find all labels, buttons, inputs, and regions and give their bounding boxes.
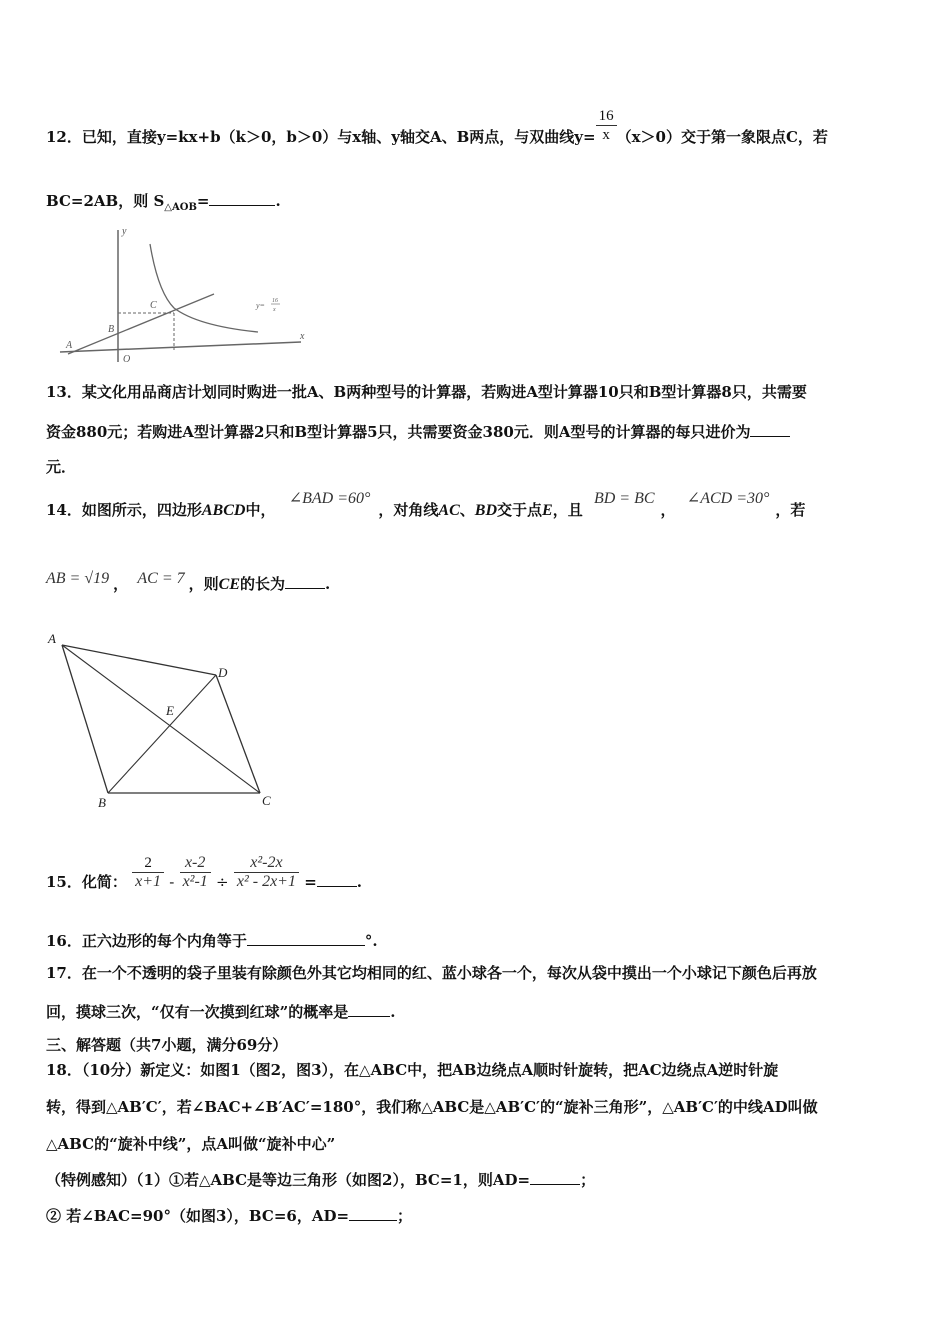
- q12-fraction: [596, 107, 617, 144]
- q16-line: [46, 929, 910, 951]
- q14-m-bd: BD: [474, 502, 498, 519]
- q14-p6: ，且: [552, 501, 583, 519]
- q12-fig-curve-label: y=: [256, 301, 265, 310]
- q12-text-a: 12．已知，直接y=kx+b（k＞0，b＞0）与x轴、y轴交A、B两点，与双曲线y=: [46, 128, 596, 146]
- q12-text-b: （x＞0）交于第一象限点C，若: [616, 128, 828, 146]
- q18-line2: 转，得到△AB′C′，若∠BAC+∠B′AC′=180°，我们称△ABC是△AB′C′的“旋补三角形”，△AB′C′的中线AD叫做: [46, 1098, 818, 1116]
- q14-figure: [40, 625, 290, 815]
- q18-line4-text: （特例感知）（1）①若△ABC是等边三角形（如图2），BC=1，则AD=: [46, 1171, 531, 1189]
- q12-line2: [46, 189, 910, 218]
- q14-m-e: E: [542, 502, 553, 519]
- q15-answer-blank: [317, 870, 357, 887]
- q14-m-bad: ∠BAD =60°: [288, 490, 371, 507]
- q14-m-ab: AB = √19: [46, 570, 110, 587]
- q12-fig-label-c: C: [150, 300, 157, 311]
- q13-line1: 13．某文化用品商店计划同时购进一批A、B两种型号的计算器，若购进A型计算器10只和B型计算器8只，共需要: [46, 383, 807, 401]
- q13-answer-blank: [750, 420, 790, 437]
- q18-line4-end: ；: [580, 1171, 596, 1189]
- q12-fig-curve-den: x: [273, 307, 276, 313]
- q14-fig-ac: [62, 645, 260, 793]
- q15-f2-num: x-2: [184, 853, 206, 871]
- q13-line2: [46, 420, 910, 442]
- q14-line2: [46, 572, 910, 595]
- q12-line1: [46, 107, 910, 147]
- q15-f2-den: x²-1: [180, 872, 211, 891]
- q12-text-end: .: [275, 192, 281, 210]
- q14-p8: ，若: [775, 501, 806, 519]
- q12-fig-label-b: B: [108, 324, 115, 335]
- section-3-heading: 三、解答题（共7小题，满分69分）: [46, 1036, 288, 1054]
- q16-end: °.: [364, 932, 378, 950]
- q12-frac-den: x: [596, 125, 617, 144]
- q12-fig-hyperbola: [150, 244, 258, 332]
- q15-label: 15．化简：: [46, 873, 127, 891]
- q14-fig-bd: [108, 675, 216, 793]
- q14-p12: .: [325, 575, 331, 593]
- q12-figure: [58, 222, 318, 367]
- q14-p3: ，对角线: [378, 501, 439, 519]
- q17-line1: 17．在一个不透明的袋子里装有除颜色外其它均相同的红、蓝小球各一个，每次从袋中摸出一个小球记下颜色后再放: [46, 964, 817, 982]
- q17-end: .: [390, 1003, 396, 1021]
- q14-answer-blank: [285, 572, 325, 589]
- q16-text: 16．正六边形的每个内角等于: [46, 932, 247, 950]
- q15-minus: -: [169, 873, 175, 891]
- q14-fig-label-e: E: [166, 703, 174, 718]
- q18-line5-end: ；: [397, 1207, 413, 1225]
- q12-text-d: =: [196, 192, 210, 210]
- q14-m-ac: AC: [438, 502, 460, 519]
- q14-p9: ，: [113, 575, 129, 593]
- q18-answer-blank-2: [349, 1204, 397, 1221]
- q16-answer-blank: [247, 929, 365, 946]
- q13-line3: 元．: [46, 458, 77, 476]
- q14-m-abcd: ABCD: [201, 502, 246, 519]
- q15-f3-den: x² - 2x+1: [234, 872, 299, 891]
- q14-fig-ab: [62, 645, 108, 793]
- q14-fig-label-c: C: [262, 793, 271, 808]
- q18-line1: 18．（10分）新定义：如图1（图2，图3），在△ABC中，把AB边绕点A顺时针旋转，把AC边绕点A逆时针旋: [46, 1061, 779, 1079]
- q18-line5: [46, 1204, 910, 1226]
- q14-p4: 、: [459, 501, 475, 519]
- q14-fig-cd: [216, 675, 260, 793]
- q12-fig-label-o: O: [123, 354, 131, 365]
- q18-line3: △ABC的“旋补中线”，点A叫做“旋补中心”: [46, 1135, 336, 1153]
- q12-fig-x-label: x: [300, 331, 305, 342]
- q15-eq: =: [304, 873, 317, 891]
- q14-p5: 交于点: [497, 501, 543, 519]
- q12-frac-num: 16: [598, 107, 614, 124]
- q15-div: ÷: [216, 873, 229, 891]
- q12-fig-label-a: A: [66, 340, 73, 351]
- q18-line4: [46, 1168, 910, 1190]
- q15-f1-num: 2: [144, 854, 152, 871]
- q14-line1: [46, 490, 910, 521]
- q12-fig-y-label: y: [122, 226, 127, 237]
- q12-subscript: △AOB: [164, 202, 197, 213]
- q14-fig-da: [62, 645, 216, 675]
- q14-p10: ，则: [188, 575, 219, 593]
- q12-text-c: BC=2AB，则 S: [46, 192, 165, 210]
- q14-m-bdbc: BD = BC: [593, 490, 655, 507]
- q17-line2-text: 回，摸球三次，“仅有一次摸到红球”的概率是: [46, 1003, 349, 1021]
- q17-answer-blank: [348, 1000, 390, 1017]
- q18-answer-blank-1: [530, 1168, 580, 1185]
- q15-f1-den: x+1: [132, 872, 164, 891]
- q15-frac1: [132, 854, 164, 891]
- q14-m-ac7: AC = 7: [137, 570, 185, 587]
- q14-fig-label-a: A: [48, 631, 56, 646]
- q17-line2: [46, 1000, 910, 1022]
- q13-line2-text: 资金880元；若购进A型计算器2只和B型计算器5只，共需要资金380元．则A型号的计算器的每只进价为: [46, 423, 751, 441]
- q14-p7: ，: [660, 501, 676, 519]
- q12-fig-line: [68, 294, 214, 354]
- q15-end: .: [356, 873, 363, 891]
- q14-p1: 14．如图所示，四边形: [46, 501, 202, 519]
- q12-fig-x-axis: [60, 342, 301, 352]
- q15-frac2: [180, 854, 211, 891]
- q14-fig-label-d: D: [218, 665, 228, 680]
- q15-frac3: [234, 854, 299, 891]
- q15-line: [46, 853, 910, 892]
- q14-p2: 中，: [245, 501, 276, 519]
- q14-m-ce: CE: [218, 576, 240, 593]
- q18-line5-text: ② 若∠BAC=90°（如图3），BC=6，AD=: [46, 1207, 350, 1225]
- q12-answer-blank: [209, 189, 275, 206]
- q15-f3-num: x²-2x: [250, 853, 283, 871]
- q14-p11: 的长为: [239, 575, 285, 593]
- q14-m-acd: ∠ACD =30°: [686, 490, 770, 507]
- q14-fig-label-b: B: [98, 795, 106, 810]
- q12-fig-curve-num: 16: [272, 298, 278, 304]
